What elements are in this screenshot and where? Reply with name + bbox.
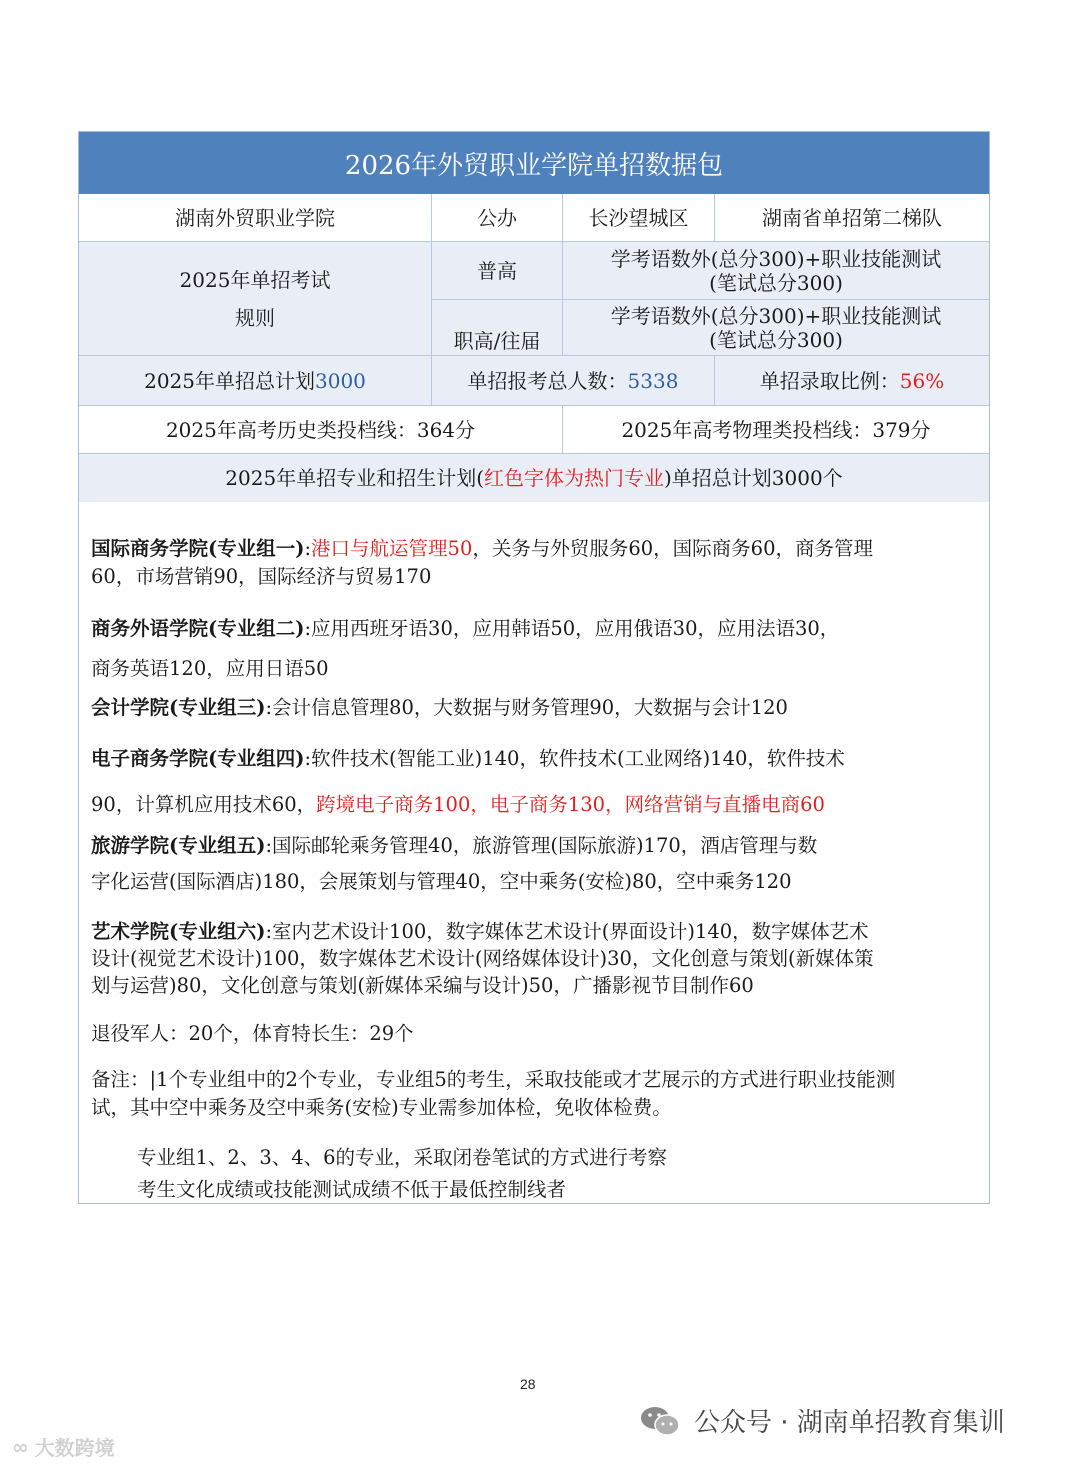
exam-rules-label-line1: 2025年单招考试 — [179, 267, 331, 292]
watermark-logo-icon: ∞ — [12, 1434, 29, 1459]
majors-header — [79, 454, 989, 502]
notes-line2: 试，其中空中乘务及空中乘务(安检)专业需参加体检，免收体检费。 — [91, 1096, 672, 1119]
putong-rule — [563, 242, 989, 300]
total-plan-label: 2025年单招总计划 — [144, 368, 315, 393]
school-tier: 湖南省单招第二梯队 — [715, 194, 989, 242]
page-number: 28 — [520, 1376, 536, 1392]
admission-ratio — [715, 356, 989, 406]
group-3: 会计学院(专业组三):会计信息管理80，大数据与财务管理90，大数据与会计120 — [91, 696, 788, 719]
group-6-line1: 室内艺术设计100，数字媒体艺术设计(界面设计)140，数字媒体艺术 — [272, 920, 869, 943]
group-3-name: 会计学院(专业组三) — [91, 696, 266, 719]
wechat-account-text: 公众号 · 湖南单招教育集训 — [694, 1408, 1005, 1438]
group-1-line1: ，关务与外贸服务60，国际商务60，商务管理 — [472, 537, 873, 560]
group-3-line1: 会计信息管理80，大数据与财务管理90，大数据与会计120 — [272, 696, 788, 719]
group-5-line2: 字化运营(国际酒店)180，会展策划与管理40，空中乘务(安检)80，空中乘务120 — [91, 870, 792, 893]
majors-header-prefix: 2025年单招专业和招生计划( — [225, 466, 484, 490]
group-5-line1: 国际邮轮乘务管理40，旅游管理(国际旅游)170，酒店管理与数 — [272, 834, 818, 857]
exam-rules-label — [79, 242, 432, 356]
total-plan-value: 3000 — [315, 368, 366, 393]
wechat-footer — [640, 1402, 1005, 1439]
ratio-value: 56% — [899, 368, 945, 393]
group-6-line2: 设计(视觉艺术设计)100，数字媒体艺术设计(网络媒体设计)30，文化创意与策划(新媒体策 — [91, 947, 874, 970]
group-1-line2: 60，市场营销90，国际经济与贸易170 — [91, 565, 432, 588]
total-applicants — [432, 356, 715, 406]
group-4-line1: 软件技术(智能工业)140，软件技术(工业网络)140，软件技术 — [311, 747, 845, 770]
group-2-line2: 商务英语120，应用日语50 — [91, 657, 329, 680]
group-4-line2: 90，计算机应用技术60， — [91, 793, 317, 816]
applicants-label: 单招报考总人数： — [467, 368, 628, 393]
group-1-name: 国际商务学院(专业组一) — [91, 537, 305, 560]
exam-rules-label-line2: 规则 — [235, 305, 275, 330]
school-name: 湖南外贸职业学院 — [79, 194, 432, 242]
history-score-line: 2025年高考历史类投档线：364分 — [79, 406, 563, 454]
school-location: 长沙望城区 — [563, 194, 715, 242]
physics-score-line: 2025年高考物理类投档线：379分 — [563, 406, 989, 454]
group-2-name: 商务外语学院(专业组二) — [91, 617, 305, 640]
ratio-label: 单招录取比例： — [759, 368, 900, 393]
group-5: 旅游学院(专业组五):国际邮轮乘务管理40，旅游管理(国际旅游)170，酒店管理与数 字化运营(国际酒店)180，会展策划与管理40，空中乘务(安检)80，空中乘务120 — [91, 828, 979, 900]
school-type: 公办 — [432, 194, 563, 242]
group-6-name: 艺术学院(专业组六) — [91, 920, 266, 943]
sheet-title: 2026年外贸职业学院单招数据包 — [79, 132, 989, 194]
group-2-line1: 应用西班牙语30，应用韩语50，应用俄语30，应用法语30， — [311, 617, 840, 640]
putong-rule-line2: (笔试总分300) — [709, 270, 843, 295]
group-1-hot: 港口与航运管理50 — [311, 537, 473, 560]
majors-header-suffix: )单招总计划3000个 — [664, 466, 843, 490]
notes-line3: 专业组1、2、3、4、6的专业，采取闭卷笔试的方式进行考察 — [137, 1146, 668, 1169]
watermark-text: 大数跨境 — [34, 1436, 115, 1460]
majors-header-hot: 红色字体为热门专业 — [484, 466, 664, 490]
group-5-name: 旅游学院(专业组五) — [91, 834, 266, 857]
zhigao-rule-line2: (笔试总分300) — [709, 327, 843, 352]
notes-line4: 考生文化成绩或技能测试成绩不低于最低控制线者 — [137, 1178, 567, 1201]
data-sheet — [78, 131, 990, 1204]
notes — [91, 1066, 979, 1122]
zhigao-label: 职高/往届 — [432, 300, 563, 356]
notes-extra — [137, 1142, 979, 1206]
notes-line1: 备注：|1个专业组中的2个专业，专业组5的考生，采取技能或才艺展示的方式进行职业技能测 — [91, 1068, 896, 1091]
wechat-icon — [640, 1405, 680, 1437]
group-4-hot: 跨境电子商务100，电子商务130，网络营销与直播电商60 — [316, 793, 825, 816]
zhigao-rule-line1: 学考语数外(总分300)+职业技能测试 — [610, 303, 942, 328]
zhigao-rule — [563, 300, 989, 356]
group-4-name: 电子商务学院(专业组四) — [91, 747, 305, 770]
total-plan — [79, 356, 432, 406]
putong-rule-line1: 学考语数外(总分300)+职业技能测试 — [610, 246, 942, 271]
group-1: 国际商务学院(专业组一):港口与航运管理50，关务与外贸服务60，国际商务60，商务管理 60，市场营销90，国际经济与贸易170 — [91, 535, 979, 591]
putong-label: 普高 — [432, 242, 563, 300]
group-6: 艺术学院(专业组六):室内艺术设计100，数字媒体艺术设计(界面设计)140，数字媒体艺术 设计(视觉艺术设计)100，数字媒体艺术设计(网络媒体设计)30，文化创意与策划(新媒体策 划与运营)80，文化创意与策划(新媒体采编与设计)50，广播影视节目制作60 — [91, 918, 979, 999]
group-2: 商务外语学院(专业组二):应用西班牙语30，应用韩语50，应用俄语30，应用法语30， 商务英语120，应用日语50 — [91, 609, 979, 689]
watermark — [12, 1432, 115, 1461]
special-quota: 退役军人：20个，体育特长生：29个 — [91, 1022, 414, 1045]
group-4: 电子商务学院(专业组四):软件技术(智能工业)140，软件技术(工业网络)140，软件技术 90，计算机应用技术60，跨境电子商务100，电子商务130，网络营销与直播电商60 — [91, 747, 845, 816]
applicants-value: 5338 — [627, 368, 679, 393]
group-6-line3: 划与运营)80，文化创意与策划(新媒体采编与设计)50，广播影视节目制作60 — [91, 974, 754, 997]
